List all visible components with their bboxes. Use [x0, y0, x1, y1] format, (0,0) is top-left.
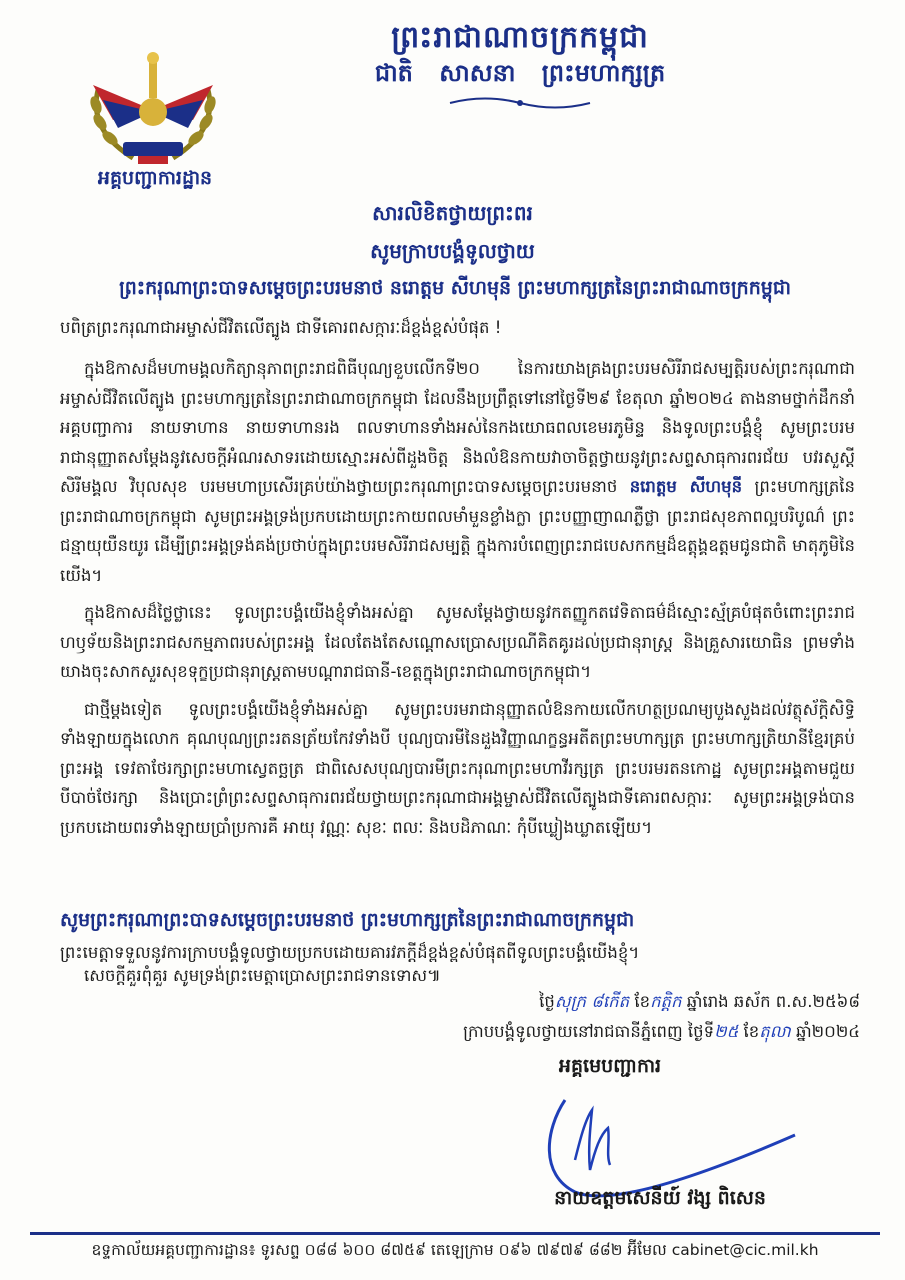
solar-day-handwritten: ២៥: [714, 1022, 739, 1041]
solar-date: [400, 1022, 860, 1046]
paragraph-2: ក្នុងឱកាសដ៏ថ្លៃថ្លានេះ ទូលព្រះបង្គំយើងខ្ញុំទាំងអស់គ្នា សូមសម្តែងថ្វាយនូវកតញ្ញូកតវេទិតាធម៌ដ៏ស្មោះស្ម័គ្របំផុតចំពោះព្រះរាជហឫទ័យនិងព្រះរាជសកម្មភាពរបស់ព្រះអង្គ ដែលតែងតែសណ្តោសប្រោសប្រណីគិតគូរដល់ប្រជានុរាស្ត្រ និងគ្រួសារយោធិន ព្រមទាំងយាងចុះសាកសួរសុខទុក្ខប្រជានុរាស្ត្រតាមបណ្តារាជធានី-ខេត្តក្នុងព្រះរាជាណាចក្រកម្ពុជា។: [60, 603, 855, 681]
salutation: បពិត្រព្រះករុណាជាអម្ចាស់ជីវិតលើត្បូង ជាទីគោរពសក្ការៈដ៏ខ្ពង់ខ្ពស់បំផុត !: [60, 318, 502, 337]
signatory-title: អគ្គមេបញ្ជាការ: [558, 1055, 662, 1077]
military-crest-icon: [78, 50, 228, 170]
lunar-date: [400, 992, 860, 1016]
paragraph-3: ជាថ្មីម្តងទៀត ទូលព្រះបង្គំយើងខ្ញុំទាំងអស់គ្នា សូមព្រះបរមរាជានុញ្ញាតលំឱនកាយលើកហត្ថប្រណម្យបួងសួងដល់វត្ថុស័ក្តិសិទ្ធិទាំងឡាយក្នុងលោក គុណបុណ្យព្រះរតនត្រ័យកែវទាំងបី បុណ្យបារមីនៃដួងវិញ្ញាណក្ខន្ធអតីតព្រះមហាក្សត្រ ព្រះមហាក្សត្រិយានីខ្មែរគ្រប់ព្រះអង្គ ទេវតាថែរក្សាព្រះមហាស្វេតច្ឆត្រ ជាពិសេសបុណ្យបារមីព្រះករុណាព្រះមហាវីរក្សត្រ ព្រះបរមរតនកោដ្ឋ សូមព្រះអង្គតាមជួយបីបាច់ថែរក្សា និងប្រោះព្រំព្រះសព្ទសាធុការពរជ័យថ្វាយព្រះករុណាជាអង្គម្ចាស់ជីវិតលើត្បូងជាទីគោរពសក្ការៈ សូមព្រះអង្គទ្រង់បានប្រកបដោយពរទាំងឡាយប្រាំប្រការគឺ អាយុ វណ្ណៈ សុខៈ ពលៈ និងបដិភាណៈ កុំបីឃ្លៀងឃ្លាតឡើយ។: [60, 699, 855, 837]
lunar-prefix: ថ្ងៃ: [539, 992, 555, 1011]
footer-contact: ឧទ្ទកាល័យអគ្គបញ្ជាការដ្ឋាន៖ ទូរសព្ទ ០៨៨ ៦០០ ៨៧៥៩ តេឡេក្រាម ០៩៦ ៧៩៧៩ ៨៨២ អ៊ីមែល cabinet@cic.mil.kh: [91, 1241, 819, 1259]
footer-divider: [30, 1232, 880, 1235]
letter-body: [60, 354, 855, 850]
paragraph-1-start: ក្នុងឱកាសដ៏មហាមង្គលកិត្យានុភាពព្រះរាជពិធីបុណ្យខួបលើកទី២០ នៃការយាងគ្រងព្រះបរមសិរីរាជសម្បត្តិរបស់ព្រះករុណាជាអម្ចាស់ជីវិតលើត្បូង ព្រះមហាក្សត្រនៃព្រះរាជាណាចក្រកម្ពុជា ដែលនឹងប្រព្រឹត្តទៅនៅថ្ងៃទី២៩ ខែតុលា ឆ្នាំ២០២៤ តាងនាមថ្នាក់ដឹកនាំអគ្គបញ្ជាការ នាយទាហាន នាយទាហានរង ពលទាហានទាំងអស់នៃកងយោធពលខេមរភូមិន្ទ និងទូលព្រះបង្គំខ្ញុំ សូមព្រះបរមរាជានុញ្ញាតសម្តែងនូវសេចក្តីអំណរសាទរដោយស្មោះអស់ពីដួងចិត្ត និងលំឱនកាយវាចាចិត្តថ្វាយនូវព្រះសព្ទសាធុការពរជ័យ បវរសួស្តី សិរីមង្គល វិបុលសុខ បរមមហាប្រសើរគ្រប់យ៉ាងថ្វាយព្រះករុណាព្រះបាទសម្តេចព្រះបរមនាថ: [60, 359, 855, 496]
closing-request: [60, 904, 860, 969]
department-name: អគ្គបញ្ជាការដ្ឋាន: [97, 167, 213, 189]
letter-subtitle: សូមក្រាបបង្គំទូលថ្វាយ: [370, 239, 535, 263]
lunar-month-handwritten: កត្តិក: [650, 992, 682, 1011]
closing-regards: សេចក្តីគួរពុំគួរ សូមទ្រង់ព្រះមេត្តាប្រោសព្រះរាជទានទោស៕: [84, 966, 441, 985]
solar-year: ឆ្នាំ២០២៤: [795, 1022, 860, 1041]
closing-rest: ព្រះមេត្តាទទួលនូវការក្រាបបង្គំទូលថ្វាយប្រកបដោយគារវភក្តីដ៏ខ្ពង់ខ្ពស់បំផុតពីទូលព្រះបង្គំយើងខ្ញុំ។: [60, 943, 640, 962]
solar-month-label: ខែ: [743, 1022, 760, 1041]
paragraph-1: [60, 354, 855, 590]
paragraph-1-end: ព្រះមហាក្សត្រនៃព្រះរាជាណាចក្រកម្ពុជា សូមព្រះអង្គទ្រង់ប្រកបដោយព្រះកាយពលមាំមួនខ្លាំងក្លា ព្រះបញ្ញាញាណភ្លឺថ្លា ព្រះរាជសុខភាពល្អបរិបូណ៌ ព្រះជន្មាយុយឺនយូរ ដើម្បីព្រះអង្គទ្រង់គង់ប្រថាប់ក្នុងព្រះបរមសិរីរាជសម្បត្តិ ក្នុងការបំពេញព្រះរាជបេសកកម្មដ៏ឧត្តុង្គឧត្តមជូនជាតិ មាតុភូមិនៃយើង។: [60, 477, 856, 585]
lunar-day-handwritten: សុក្រ ៨កើត: [554, 992, 630, 1011]
addressee-line: ព្រះករុណាព្រះបាទសម្តេចព្រះបរមនាថ នរោត្តម សីហមុនី ព្រះមហាក្សត្រនៃព្រះរាជាណាចក្រកម្ពុជា: [119, 277, 791, 299]
kingdom-heading: ព្រះរាជាណាចក្រកម្ពុជា: [391, 20, 649, 55]
king-name: នរោត្តម សីហមុនី: [629, 477, 743, 496]
solar-month-handwritten: តុលា: [759, 1022, 791, 1041]
lunar-year: ឆ្នាំរោង ឆស័ក ព.ស.២៥៦៨: [686, 992, 860, 1011]
solar-prefix: ក្រាបបង្គំទូលថ្វាយនៅរាជធានីភ្នំពេញ ថ្ងៃទី: [463, 1022, 715, 1041]
ornament-divider-icon: [445, 96, 595, 110]
signatory-name: នាយឧត្តមសេនីយ៍ វង្ស ពិសេន: [554, 1187, 766, 1209]
letter-title: សារលិខិតថ្វាយព្រះពរ: [372, 201, 533, 225]
national-motto: ជាតិ សាសនា ព្រះមហាក្សត្រ: [374, 59, 666, 87]
closing-strong: សូមព្រះករុណាព្រះបាទសម្តេចព្រះបរមនាថ ព្រះមហាក្សត្រនៃព្រះរាជាណាចក្រកម្ពុជា: [60, 909, 635, 931]
lunar-month-label: ខែ: [634, 992, 651, 1011]
